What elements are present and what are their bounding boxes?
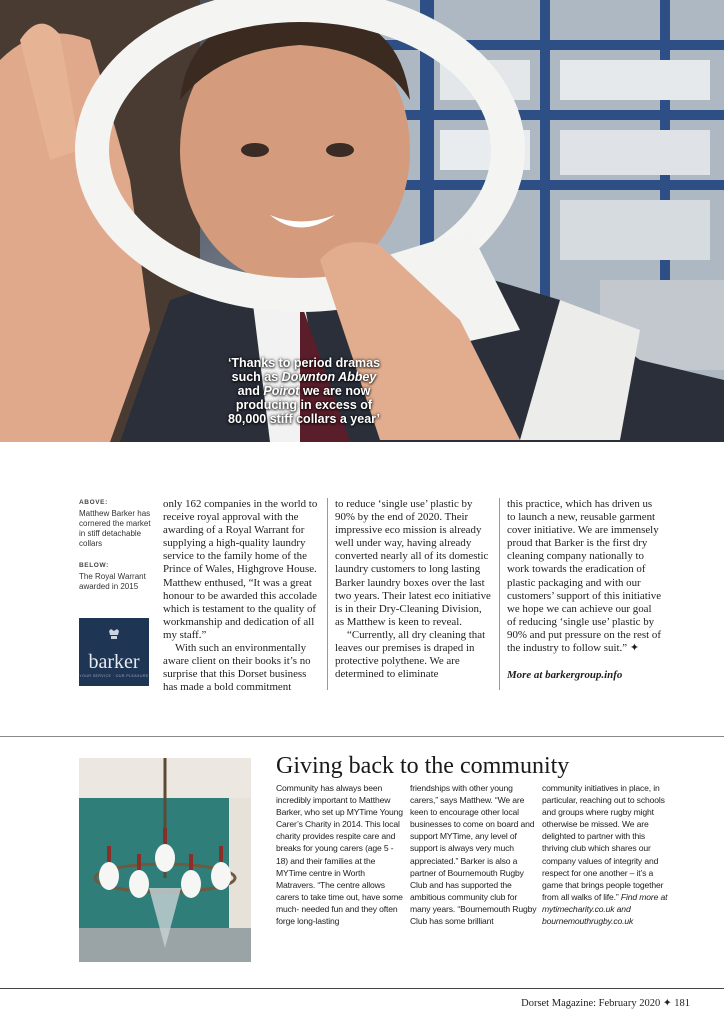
- community-paragraph: [542, 782, 670, 927]
- pull-quote-text: we are now: [299, 384, 371, 398]
- article-text: this practice, which has driven us to launch a new, reusable garment cover initiative. We are immensely proud that Barker is the first dry cleaning company nationally to work towards the eradication of plastic packaging and with our customers’ support of this initiative we hope we can achieve our goal of reducing ‘single use’ plastic by 90% and put pressure on the rest of the industry to follow suit.”: [507, 498, 662, 655]
- article-paragraph: “Currently, all dry cleaning that leaves our premises is draped in protective polythene. We are determined to eliminate: [335, 628, 486, 681]
- pull-quote-line-1: ‘Thanks to period dramas: [227, 356, 381, 370]
- caption-above-text: Matthew Barker has cornered the market in stiff detachable collars: [79, 509, 151, 548]
- pull-quote-line-3: [186, 384, 422, 398]
- chandelier-illustration: [79, 758, 251, 962]
- pull-quote-line-4: producing in excess of: [235, 398, 373, 412]
- page-footer: Dorset Magazine: February 2020 ✦ 181: [521, 998, 690, 1009]
- article-paragraph: only 162 companies in the world to receive royal approval with the awarding of a Royal Warrant for supplying a high-quality laundry service to the family home of the Prince of Wales, Highgrove House. Matthew enthused, “It was a great honour to be awarded this accolade which is testament to the quality of workmanship and dedication of all my staff.”: [163, 498, 318, 641]
- pull-quote: [186, 356, 422, 426]
- caption-below-label: BELOW:: [79, 562, 109, 569]
- section-divider: [0, 736, 724, 737]
- article-paragraph: [507, 498, 663, 655]
- article-column-1: [163, 498, 319, 694]
- pull-quote-line-2: [186, 370, 422, 384]
- logo-tagline: YOUR SERVICE · OUR PLEASURE: [79, 674, 149, 678]
- community-column-3: [542, 782, 670, 927]
- caption-above-label: ABOVE:: [79, 499, 108, 506]
- community-text: community initiatives in place, in particular, reaching out to schools and groups where rugby might otherwise be missed. We are delighted to partner with this thriving club which shares our company values of integrity and respect for one another – it’s a game that brings people together from all walks of life.”: [542, 783, 665, 902]
- photo-captions: [79, 498, 151, 604]
- column-divider: [499, 498, 500, 690]
- hero-photo: [0, 0, 724, 442]
- logo-wordmark: barker: [88, 651, 140, 673]
- article-paragraph: With such an environmentally aware client on their books it’s no surprise that this Dorset business has made a bold commitment: [163, 642, 311, 694]
- pull-quote-title-poirot: Poirot: [263, 384, 300, 398]
- article-column-2: [335, 498, 491, 681]
- end-mark-icon: ✦: [627, 642, 639, 655]
- pull-quote-text: such as: [231, 370, 282, 384]
- pull-quote-title-downton: Downton Abbey: [281, 370, 377, 384]
- find-more-links[interactable]: Find more at mytimecharity.co.uk and bournemouthrugby.co.uk: [542, 891, 668, 927]
- community-column-2: [410, 782, 538, 927]
- community-paragraph: Community has always been incredibly important to Matthew Barker, who set up MYTime Young Carer’s Charity in 2014. This local charity provides respite care and breaks for young carers (age 5 - 18) and their families at the MYTime centre in Worth Matravers. “The centre allows carers to take time out, have some much- needed fun and they often forge long-lasting: [276, 783, 403, 927]
- pull-quote-text: and: [237, 384, 264, 398]
- chandelier-photo: [79, 758, 251, 962]
- column-divider: [327, 498, 328, 690]
- more-link[interactable]: More at barkergroup.info: [507, 669, 623, 682]
- community-heading: Giving back to the community: [276, 753, 570, 779]
- footer-rule: [0, 988, 724, 989]
- pull-quote-line-5: 80,000 stiff collars a year’: [228, 412, 380, 426]
- community-column-1: [276, 782, 404, 927]
- caption-below-text: The Royal Warrant awarded in 2015: [79, 572, 146, 591]
- community-paragraph: friendships with other young carers,” says Matthew. “We are keen to encourage other local businesses to come on board and support MYTime, any level of support is always very much appreciated.” Barker is also a partner of Bournemouth Rugby Club and has supported the ambitious community club for many years. “Bournemouth Rugby Club has some brilliant: [410, 783, 537, 927]
- barker-logo: [79, 618, 149, 686]
- article-column-3: [507, 498, 663, 682]
- article-paragraph: to reduce ‘single use’ plastic by 90% by the end of 2020. Their impressive eco mission is already well under way, having already converted nearly all of its domestic laundry customers to long lasting Barker laundry boxes over the last two years. Their latest eco initiative is in their Dry-Cleaning Division, as Matthew is keen to reveal.: [335, 498, 491, 628]
- royal-crest-icon: [107, 627, 121, 641]
